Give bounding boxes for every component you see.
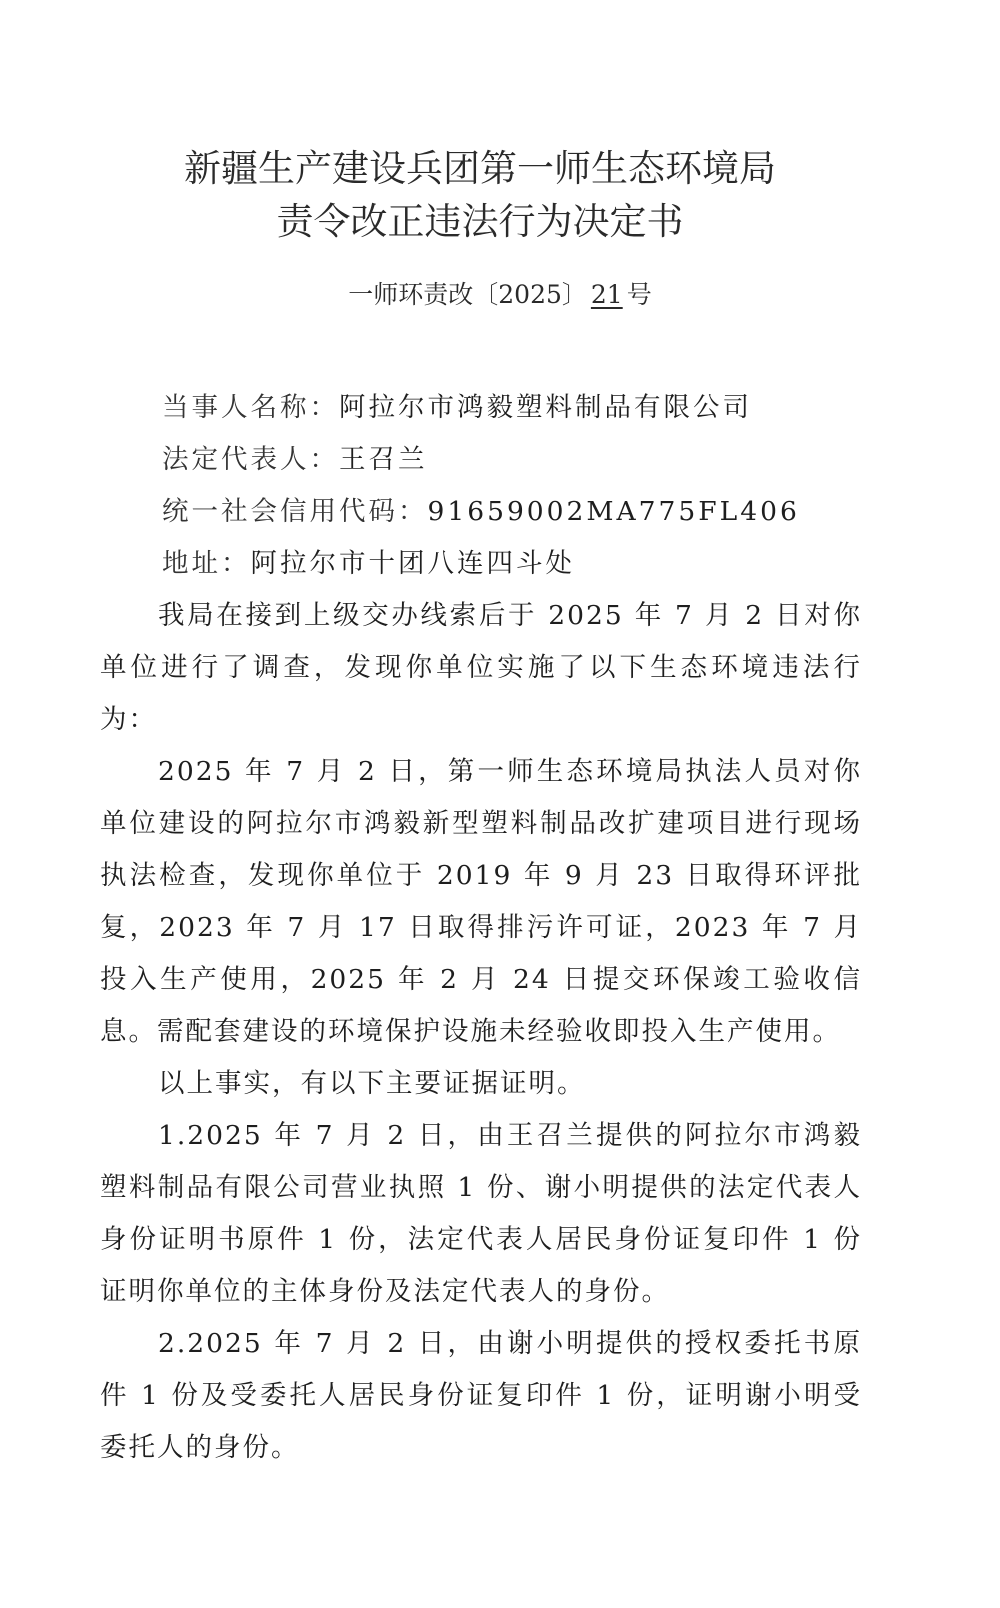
paragraph-investigation: 我局在接到上级交办线索后于 2025 年 7 月 2 日对你单位进行了调查，发现你单位实施了以下生态环境违法行为： bbox=[100, 600, 862, 735]
paragraph-evidence-2: 2.2025 年 7 月 2 日，由谢小明提供的授权委托书原件 1 份及受委托人居民身份证复印件 1 份，证明谢小明受委托人的身份。 bbox=[100, 1328, 862, 1463]
legal-representative-value: 王召兰 bbox=[339, 444, 428, 475]
document-number-prefix: 一师环责改〔2025〕 bbox=[348, 280, 587, 309]
address-label: 地址： bbox=[162, 548, 251, 579]
legal-representative-label: 法定代表人： bbox=[162, 444, 339, 475]
document-number-value: 21 bbox=[590, 280, 623, 309]
party-name-label: 当事人名称： bbox=[162, 392, 339, 423]
document-number bbox=[0, 282, 1000, 307]
credit-code-value: 91659002MA775FL406 bbox=[427, 496, 800, 527]
address-value: 阿拉尔市十团八连四斗处 bbox=[250, 548, 575, 579]
legal-representative-field bbox=[100, 434, 862, 486]
credit-code-label: 统一社会信用代码： bbox=[162, 496, 428, 527]
paragraph-violation-facts: 2025 年 7 月 2 日，第一师生态环境局执法人员对你单位建设的阿拉尔市鸿毅新型塑料制品改扩建项目进行现场执法检查，发现你单位于 2019 年 9 月 23 日取得环评批复，2023 年 7 月 17 日取得排污许可证，2023 年 7 月投入生产使用，2025 年 2 月 24 日提交环保竣工验收信息。需配套建设的环境保护设施未经验收即投入生产使用。 bbox=[100, 756, 862, 1047]
paragraph-evidence-intro: 以上事实，有以下主要证据证明。 bbox=[158, 1068, 586, 1099]
document-title-agency: 新疆生产建设兵团第一师生态环境局 bbox=[184, 147, 776, 190]
party-name-value: 阿拉尔市鸿毅塑料制品有限公司 bbox=[339, 392, 752, 423]
credit-code-field bbox=[100, 486, 862, 538]
party-name-field bbox=[100, 382, 862, 434]
document-body bbox=[100, 382, 862, 1474]
paragraph-evidence-1: 1.2025 年 7 月 2 日，由王召兰提供的阿拉尔市鸿毅塑料制品有限公司营业执照 1 份、谢小明提供的法定代表人身份证明书原件 1 份，法定代表人居民身份证复印件 1 份证明你单位的主体身份及法定代表人的身份。 bbox=[100, 1120, 862, 1307]
address-field bbox=[100, 538, 862, 590]
document-title-type: 责令改正违法行为决定书 bbox=[276, 200, 684, 243]
document-number-suffix: 号 bbox=[626, 280, 652, 309]
